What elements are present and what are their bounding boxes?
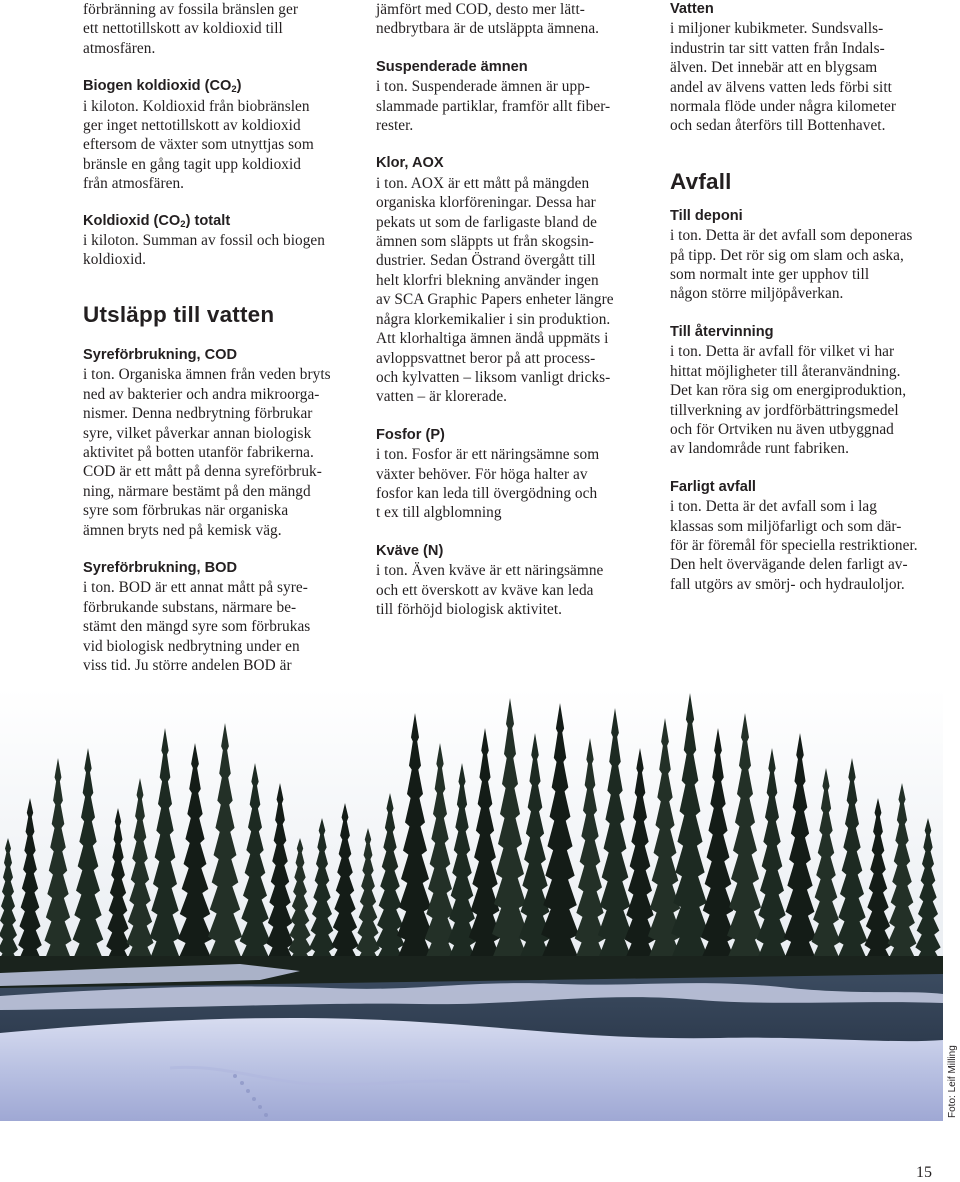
text-line: av landområde runt fabriken. bbox=[670, 440, 849, 458]
section-title-water-emissions: Utsläpp till vatten bbox=[83, 301, 275, 327]
biogen-co2-text bbox=[83, 97, 358, 194]
total-co2-heading: Koldioxid $(CO_2)$ totalt bbox=[83, 212, 231, 230]
column-3 bbox=[670, 0, 942, 594]
landfill-heading: Till deponi bbox=[670, 207, 743, 224]
text-line: andel av älvens vatten leds förbi sitt bbox=[670, 78, 892, 96]
text-line: jämfört med COD, desto mer lätt- bbox=[376, 1, 585, 18]
text-line: i ton. Suspenderade ämnen är upp- bbox=[376, 78, 591, 96]
hazardous-waste-heading: Farligt avfall bbox=[670, 478, 756, 495]
text-line: några klorkemikalier i sin produktion. bbox=[376, 310, 611, 328]
section-title-waste: Avfall bbox=[670, 168, 732, 194]
text-line: t ex till algblomning bbox=[376, 504, 502, 522]
text-line: ned av bakterier och andra mikroorga- bbox=[83, 385, 320, 403]
text-line: atmosfären. bbox=[83, 39, 156, 57]
photo-credit: Foto: Leif Milling bbox=[947, 1045, 958, 1118]
text-line: viss tid. Ju större andelen BOD är bbox=[83, 656, 292, 674]
nitrogen-heading: Kväve (N) bbox=[376, 542, 444, 559]
text-line: som normalt inte ger upphov till bbox=[670, 266, 870, 284]
text-line: i ton. BOD är ett annat mått på syre- bbox=[83, 579, 308, 597]
winter-forest-illustration bbox=[0, 688, 943, 1121]
text-line: av SCA Graphic Papers enheter längre bbox=[376, 291, 614, 309]
cod-text bbox=[83, 365, 358, 540]
text-line: syre, vilket påverkar annan biologisk bbox=[83, 424, 312, 442]
text-line: ett nettotillskott av koldioxid till bbox=[83, 20, 283, 38]
landfill-text bbox=[670, 226, 942, 304]
text-line: och för Ortviken nu även utbyggnad bbox=[670, 420, 894, 438]
text-line: eftersom de växter som utnyttjas som bbox=[83, 136, 314, 154]
text-line: pekats ut som de farligaste bland de bbox=[376, 213, 597, 231]
text-line: ämnen bryts ned på kemisk väg. bbox=[83, 521, 282, 539]
text-line: slammade partiklar, framför allt fiber- bbox=[376, 97, 611, 115]
bod-heading: Syreförbrukning, BOD bbox=[83, 559, 238, 576]
text-line: i kiloton. Koldioxid från biobränslen bbox=[83, 97, 310, 115]
text-line: nismer. Denna nedbrytning förbrukar bbox=[83, 405, 313, 423]
text-line: vid biologisk nedbrytning under en bbox=[83, 637, 300, 655]
text-line: förbrukande substans, närmare be- bbox=[83, 598, 297, 616]
suspended-solids-text bbox=[376, 77, 648, 135]
text-line: till förhöjd biologisk aktivitet. bbox=[376, 600, 563, 618]
text-line: bränsle en gång tagit upp koldioxid bbox=[83, 155, 301, 173]
text-line: för är föremål för speciella restriktioner. bbox=[670, 536, 918, 554]
cod-heading: Syreförbrukning, COD bbox=[83, 346, 238, 363]
text-line: förbränning av fossila bränslen ger bbox=[83, 1, 298, 18]
text-line: dustrier. Sedan Östrand övergått till bbox=[376, 252, 596, 270]
phosphorus-text bbox=[376, 445, 648, 523]
text-line: växter behöver. För höga halter av bbox=[376, 465, 588, 483]
text-line: och ett överskott av kväve kan leda bbox=[376, 581, 594, 599]
text-line: från atmosfären. bbox=[83, 175, 185, 193]
text-line: i ton. AOX är ett mått på mängden bbox=[376, 174, 590, 192]
text-line: i ton. Detta är det avfall som i lag bbox=[670, 498, 877, 516]
text-line: i ton. Även kväve är ett näringsämne bbox=[376, 562, 604, 580]
text-line: tillverkning av jordförbättringsmedel bbox=[670, 401, 899, 419]
text-line: älven. Det innebär att en blygsam bbox=[670, 59, 878, 77]
text-line: i ton. Detta är det avfall som deponeras bbox=[670, 227, 913, 245]
text-line: i ton. Organiska ämnen från veden bryts bbox=[83, 366, 331, 384]
column-1 bbox=[83, 0, 358, 675]
text-line: stämt den mängd syre som förbrukas bbox=[83, 618, 311, 636]
column-2 bbox=[376, 0, 648, 619]
col1-intro bbox=[83, 0, 358, 58]
text-line: avloppsvattnet beror på att process- bbox=[376, 349, 596, 367]
text-line: och sedan återförs till Bottenhavet. bbox=[670, 117, 886, 135]
text-line: i ton. Fosfor är ett näringsämne som bbox=[376, 446, 600, 464]
text-line: ning, närmare bestämt på den mängd bbox=[83, 482, 311, 500]
text-line: organiska klorföreningar. Dessa har bbox=[376, 194, 596, 212]
text-line: Det kan röra sig om energiproduktion, bbox=[670, 382, 907, 400]
text-line: industrin tar sitt vatten från Indals- bbox=[670, 39, 885, 57]
water-text bbox=[670, 19, 942, 135]
text-line: ämnen som släppts ut från skogsin- bbox=[376, 233, 594, 251]
water-heading: Vatten bbox=[670, 1, 714, 17]
col2-intro bbox=[376, 0, 648, 39]
biogen-co2-heading: Biogen koldioxid $(CO_2)$ bbox=[83, 78, 242, 96]
text-line: på tipp. Det rör sig om slam och aska, bbox=[670, 246, 904, 264]
bod-text bbox=[83, 578, 358, 675]
page-number: 15 bbox=[916, 1164, 932, 1181]
text-line: vatten – är klorerade. bbox=[376, 388, 508, 406]
text-line: nedbrytbara är de utsläppta ämnena. bbox=[376, 20, 600, 38]
text-line: i miljoner kubikmeter. Sundsvalls- bbox=[670, 20, 884, 38]
aox-heading: Klor, AOX bbox=[376, 155, 444, 172]
text-line: och kylvatten – liksom vanligt dricks- bbox=[376, 368, 611, 386]
aox-text bbox=[376, 174, 648, 407]
text-line: hittat möjligheter till återanvändning. bbox=[670, 362, 901, 380]
hazardous-waste-text bbox=[670, 497, 942, 594]
text-line: ger inget nettotillskott av koldioxid bbox=[83, 117, 301, 135]
winter-forest-photo bbox=[0, 688, 943, 1121]
text-line: syre som förbrukas när organiska bbox=[83, 502, 289, 520]
text-line: rester. bbox=[376, 117, 414, 135]
total-co2-text bbox=[83, 231, 358, 270]
text-line: fall utgörs av smörj- och hydrauloljor. bbox=[670, 575, 905, 593]
text-line: helt klorfri blekning använder ingen bbox=[376, 271, 599, 289]
text-line: koldioxid. bbox=[83, 251, 146, 269]
text-line: i ton. Detta är avfall för vilket vi har bbox=[670, 343, 895, 361]
text-line: i kiloton. Summan av fossil och biogen bbox=[83, 232, 325, 250]
nitrogen-text bbox=[376, 561, 648, 619]
text-line: klassas som miljöfarligt och som där- bbox=[670, 517, 902, 535]
recycling-heading: Till återvinning bbox=[670, 323, 774, 340]
text-line: någon större miljöpåverkan. bbox=[670, 285, 844, 303]
suspended-solids-heading: Suspenderade ämnen bbox=[376, 58, 528, 75]
recycling-text bbox=[670, 342, 942, 458]
text-line: Den helt övervägande delen farligt av- bbox=[670, 556, 908, 574]
text-line: COD är ett mått på denna syreförbruk- bbox=[83, 463, 322, 481]
phosphorus-heading: Fosfor (P) bbox=[376, 426, 445, 443]
text-line: fosfor kan leda till övergödning och bbox=[376, 484, 598, 502]
text-line: normala flöde under några kilometer bbox=[670, 98, 897, 116]
text-line: aktivitet på botten utanför fabrikerna. bbox=[83, 443, 314, 461]
text-line: Att klorhaltiga ämnen ändå uppmäts i bbox=[376, 330, 609, 348]
